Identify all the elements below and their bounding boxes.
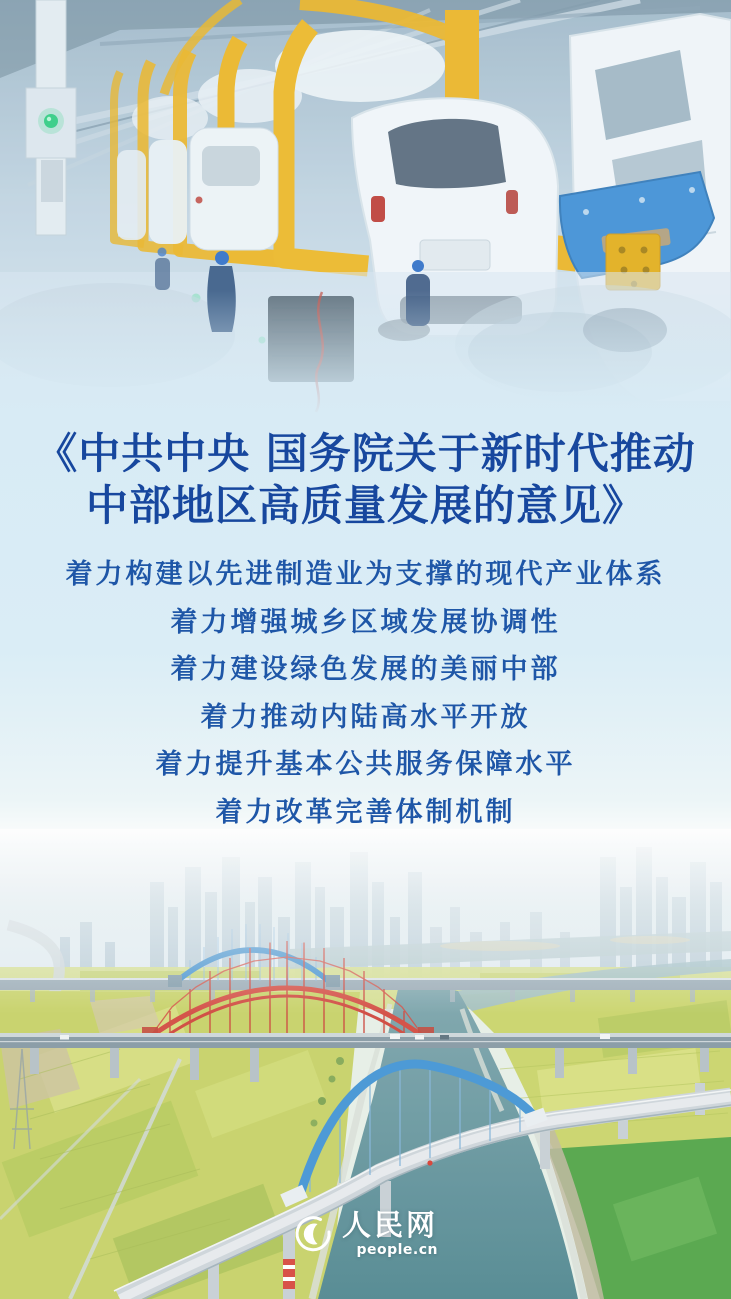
factory-scene [0,0,731,442]
title-line-2: 中部地区高质量发展的意见》 [85,481,645,530]
policy-point: 着力增强城乡区域发展协调性 [170,606,561,638]
bottom-fade [0,290,731,442]
policy-points [0,551,731,836]
people-cn-logo-icon [293,1214,333,1254]
policy-point: 着力推动内陆高水平开放 [200,701,531,733]
policy-point: 着力构建以先进制造业为支撑的现代产业体系 [65,559,666,590]
logo-name: 人民网 [341,1208,439,1242]
policy-point: 着力建设绿色发展的美丽中部 [170,654,561,685]
title-line-1: 《中共中央 国务院关于新时代推动 [35,429,696,478]
logo-domain: people.cn [356,1242,439,1258]
logo-text [341,1208,439,1258]
car-assembly-line-photo [0,0,731,442]
policy-title [0,428,731,532]
policy-point: 着力改革完善体制机制 [215,796,516,828]
policy-point: 着力提升基本公共服务保障水平 [155,749,576,780]
people-cn-logo [293,1208,439,1258]
